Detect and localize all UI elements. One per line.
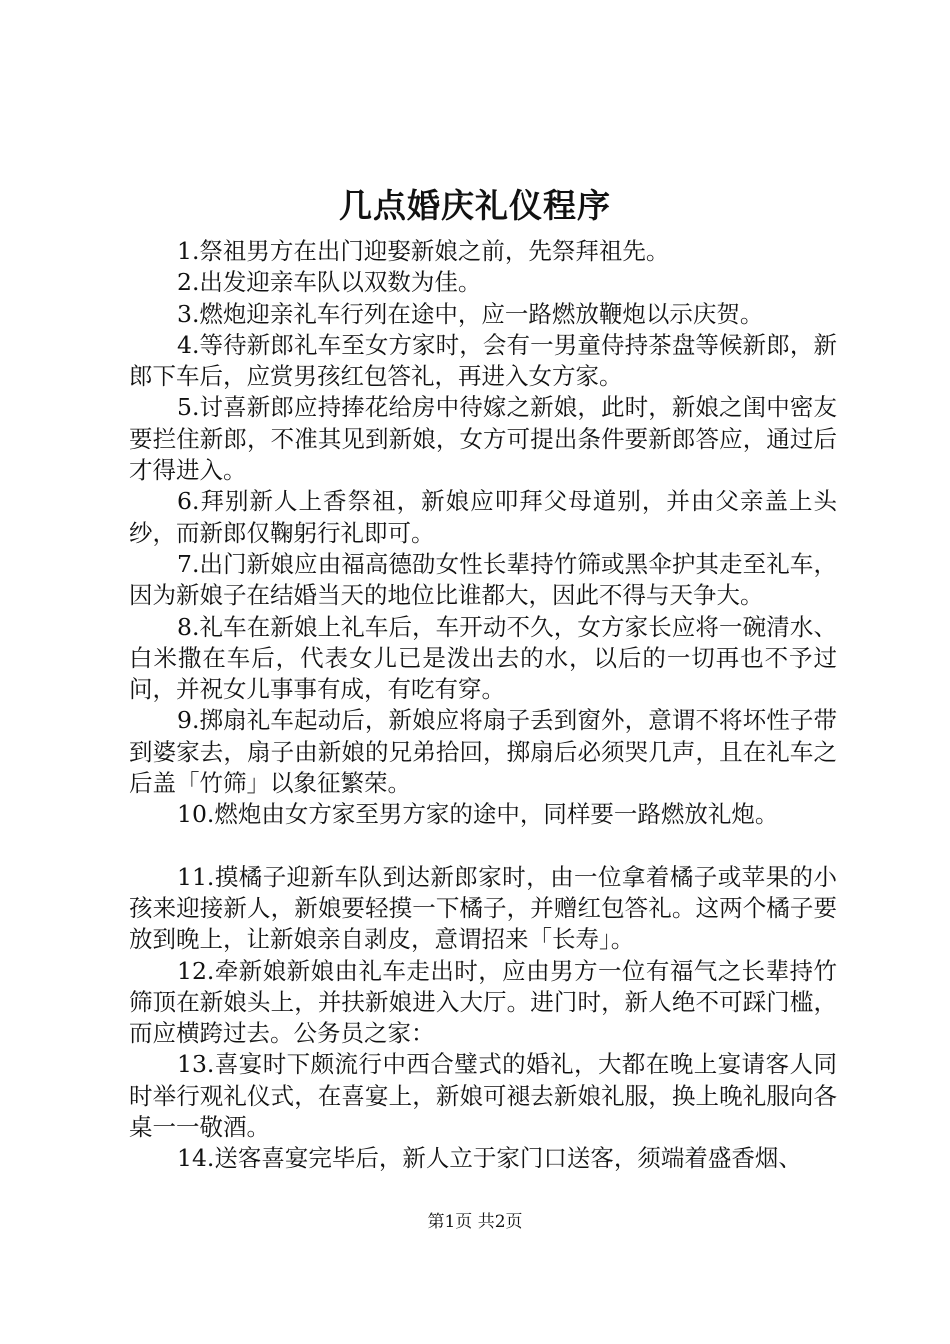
paragraph-4: 4.等待新郎礼车至女方家时，会有一男童侍持茶盘等候新郎，新郎下车后，应赏男孩红包答礼，再进入女方家。: [129, 330, 837, 391]
paragraph-3: 3.燃炮迎亲礼车行列在途中，应一路燃放鞭炮以示庆贺。: [177, 299, 764, 328]
paragraph-5: 5.讨喜新郎应持捧花给房中待嫁之新娘，此时，新娘之闺中密友要拦住新郎，不准其见到新娘，女方可提出条件要新郎答应，通过后才得进入。: [129, 393, 837, 485]
paragraph-8: 8.礼车在新娘上礼车后，车开动不久，女方家长应将一碗清水、白米撒在车后，代表女儿已是泼出去的水，以后的一切再也不予过问，并祝女儿事事有成，有吃有穿。: [129, 612, 837, 704]
paragraph-1: 1.祭祖男方在出门迎娶新娘之前，先祭拜祖先。: [177, 237, 670, 265]
paragraph-10: 10.燃炮由女方家至男方家的途中，同样要一路燃放礼炮。: [177, 800, 779, 829]
paragraph-7: 7.出门新娘应由福高德劭女性长辈持竹筛或黑伞护其走至礼车，因为新娘子在结婚当天的地位比谁都大，因此不得与天争大。: [129, 549, 837, 610]
paragraph-9: 9.掷扇礼车起动后，新娘应将扇子丢到窗外，意谓不将坏性子带到婆家去，扇子由新娘的兄弟拾回，掷扇后必须哭几声，且在礼车之后盖「竹筛」以象征繁荣。: [129, 706, 837, 798]
document-title: 几点婚庆礼仪程序: [339, 186, 611, 225]
page-footer: 第1页 共2页: [427, 1212, 523, 1232]
paragraph-6: 6.拜别新人上香祭祖，新娘应叩拜父母道别，并由父亲盖上头纱，而新郎仅鞠躬行礼即可。: [129, 487, 837, 547]
paragraph-14: 14.送客喜宴完毕后，新人立于家门口送客，须端着盛香烟、: [177, 1144, 802, 1173]
paragraph-13: 13.喜宴时下颇流行中西合璧式的婚礼，大都在晚上宴请客人同时举行观礼仪式，在喜宴上，新娘可褪去新娘礼服，换上晚礼服向各桌一一敬酒。: [129, 1050, 837, 1142]
paragraph-12: 12.牵新娘新娘由礼车走出时，应由男方一位有福气之长辈持竹筛顶在新娘头上，并扶新娘进入大厅。进门时，新人绝不可踩门槛，而应横跨过去。公务员之家：: [129, 956, 837, 1048]
paragraph-2: 2.出发迎亲车队以双数为佳。: [177, 268, 482, 297]
paragraph-11: 11.摸橘子迎新车队到达新郎家时，由一位拿着橘子或苹果的小孩来迎接新人，新娘要轻摸一下橘子，并赠红包答礼。这两个橘子要放到晚上，让新娘亲自剥皮，意谓招来「长寿」。: [129, 862, 837, 954]
document-body: [129, 236, 837, 1175]
paragraph-gap: [129, 831, 837, 862]
